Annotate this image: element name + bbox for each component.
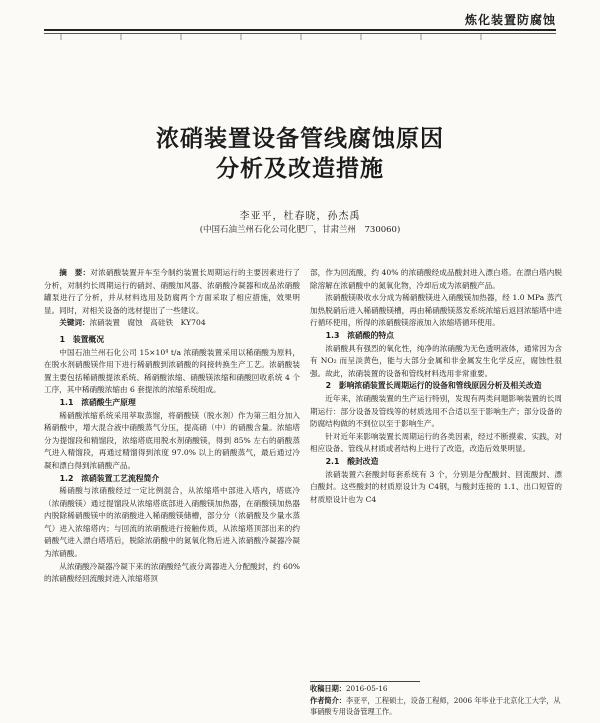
paragraph: 稀硝酸浓缩系统采用萃取蒸馏，将硝酸镁（脱水剂）作为第三组分加入稀硝酸中，增大混合液中硝酸蒸气分压，提高硝（中）的硝酸含量。浓缩塔分为提馏段和精馏段，浓缩塔底用脱水剂硝酸镁，得到 85% 左右的硝酸蒸气进入精馏段，再通过精馏得到浓度 97.0% 以上的硝酸蒸气，最后通过冷凝和漂白得到浓硝酸产品。 (44, 410, 300, 470)
header-rule (44, 29, 556, 31)
paragraph: 浓硝装置六套酸封每套系统有 3 个，分别是分配酸封、回流酸封、漂白酸封。这些酸封的材质原设计为 C4钢，与酸封连接的 1.1、出口短管的材质原设计也为 C4 (310, 469, 562, 504)
paragraph: 部，作为回流酸，约 40% 的浓硝酸经成品酸封进入漂白塔。在漂白塔内脱除溶解在浓硝酸中的氮氧化物，冷却后成为浓硝酸产品。 (310, 268, 562, 290)
article-title-line-2: 分析及改造措施 (216, 156, 384, 182)
journal-section-title: 炼化装置防腐蚀 (464, 13, 556, 27)
paragraph: 针对近年来影响装置长周期运行的各类因素，经过不断摸索、实践，对相应设备、管线从材质或者结构上进行了改造，改造后效果明显。 (310, 431, 562, 454)
footnote-author (310, 695, 562, 717)
paragraph: 浓硝酸具有强烈的氧化性，纯净的浓硝酸为无色透明液体，通常因为含有 NO₂ 而呈淡黄色，能与大部分金属和非金属发生化学反应，腐蚀性很强。故此，浓硝装置的设备和管线材料选用非常重要。 (310, 343, 562, 378)
section-1-2-heading: 1.2 浓硝装置工艺流程简介 (59, 473, 160, 483)
right-column (310, 267, 562, 506)
paragraph: 浓硝酸镁吸收水分成为稀硝酸镁进入硝酸镁加热器，经 1.0 MPa 蒸汽加热脱硝后进入稀硝酸镁槽，再由稀硝酸镁蒸发系统浓缩后返回浓缩塔中进行循环使用，所得的浓硝酸镁溶液加入浓缩塔循环使用。 (310, 293, 562, 328)
received-label: 收稿日期： (310, 684, 346, 693)
left-column (44, 267, 300, 586)
keywords-label: 关键词： (59, 318, 90, 328)
section-1-heading: 1 装置概况 (59, 334, 105, 344)
abstract-text: 对浓硝酸装置开车至今制约装置长周期运行的主要因素进行了分析，对制约长周期运行的硝封、硝酸加风器、浓硝酸冷凝器和成品浓硝酸罐泵进行了分析，并从材料选用及防腐两个方面采取了相应措施，效果明显。同时，对相关设备的选材提出了一些建议。 (44, 268, 301, 315)
received-date: 2016-05-16 (345, 684, 388, 693)
author-bio-label: 作者简介： (310, 696, 346, 705)
authors: 李亚平，杜春晓，孙杰禹 (239, 211, 361, 222)
header-dots (60, 34, 540, 40)
footnote-received (310, 683, 562, 694)
section-2-heading: 2 影响浓硝装置长周期运行的设备和管线原因分析及相关改造 (325, 381, 542, 391)
paragraph: 中国石油兰州石化公司 15×10⁴ t/a 浓硝酸装置采用以稀硝酸为原料，在脱水剂硝酸镁作用下进行稀硝酸到浓硝酸的间接转换生产工艺。浓硝酸装置主要包括稀硝酸提浓系统、稀硝酸浓缩、硝酸镁浓缩和硝酸回收系统 4 个工序，其中稀硝酸浓缩由 6 套提浓的浓缩系统组成。 (44, 347, 300, 395)
section-1-1-heading: 1.1 浓硝酸生产原理 (59, 397, 136, 407)
footnote-rule (310, 681, 420, 682)
section-1-3-heading: 1.3 浓硝酸的特点 (325, 330, 394, 340)
keywords (44, 317, 300, 330)
paragraph: 稀硝酸与浓硝酸经过一定比例混合，从浓缩塔中部进入塔内，塔底冷（浓硝酸镁）通过提馏段从浓缩塔底部进入硝酸镁加热器，在硝酸镁加热器内脱除稀硝酸镁中的浓硝酸进入稀硝酸镁储槽，部分分（浓硝酸及少量水蒸气）进入浓缩塔内；与回流的浓硝酸进行接触传质，从浓缩塔顶部出来的约硝酸气进入漂白塔塔后，脱除浓硝酸中的氮氧化物后进入浓硝酸冷凝器冷凝为浓硝酸。 (44, 486, 300, 559)
author-bio: 李亚平，工程硕士，设备工程师，2006 年毕业于北京化工大学，从事硝酸专用设备管理工作。 (310, 696, 561, 716)
paragraph: 从浓硝酸冷凝器冷凝下来的浓硝酸经气液分离器进入分配酸封，约 60% 的浓硝酸经回流酸封进入浓缩塔顶 (44, 561, 300, 584)
section-2-1-heading: 2.1 酸封改造 (325, 456, 379, 466)
abstract-label: 摘 要： (59, 268, 91, 277)
article-title-line-1: 浓硝装置设备管线腐蚀原因 (156, 126, 444, 152)
keywords-text: 浓硝装置 腐蚀 高硅铁 KY704 (89, 318, 206, 328)
affiliation: (中国石油兰州石化公司化肥厂，甘肃兰州 730060) (199, 225, 401, 235)
abstract (44, 267, 300, 317)
paragraph: 近年来，浓硝酸装置的生产运行特别，发现有两类问题影响装置的长周期运行：部分设备及管线等的材质选用不合适以至于影响生产；部分设备的防腐结构做的不到位以至于影响生产。 (310, 393, 562, 429)
